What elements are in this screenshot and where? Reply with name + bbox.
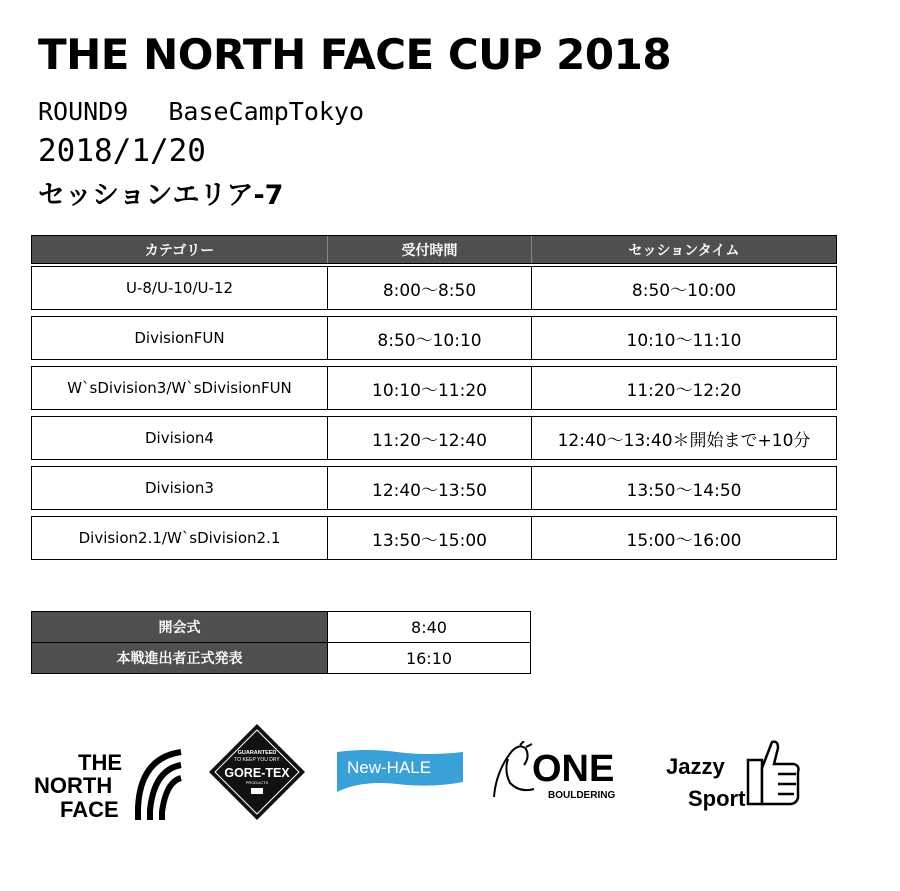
event-time: 8:40 [411,617,447,637]
pointing-hand-icon [748,742,799,804]
category-cell: Division3 [32,467,328,509]
category-cell: Division4 [32,417,328,459]
session-cell: 10:10～11:10 [626,330,742,351]
category-cell: Division2.1/W`sDivision2.1 [32,517,328,559]
the-north-face-logo [34,748,184,820]
round-venue: ROUND9 BaseCampTokyo [38,97,365,126]
event-row [32,642,530,673]
tnf-logo-text: FACE [60,797,119,820]
event-label: 本戦進出者正式発表 [32,643,328,673]
one-bouldering-logo [490,741,632,801]
page-title: THE NORTH FACE CUP 2018 [38,30,672,79]
column-header-session: セッションタイム [628,242,740,259]
table-row [31,366,837,410]
gore-mark-icon [251,788,263,794]
event-date: 2018/1/20 [38,133,206,169]
climber-hand-icon [494,741,534,797]
session-area: セッションエリア-7 [38,180,284,211]
tnf-logo-text: NORTH [34,773,113,798]
one-logo-text: BOULDERING [548,790,616,801]
event-row [32,612,530,642]
session-cell: 12:40～13:40＊開始まで+10分 [557,430,811,451]
session-cell: 8:50～10:00 [631,280,737,301]
goretex-logo-text: GORE-TEX [224,766,290,780]
column-header-category: カテゴリー [32,236,328,263]
newhale-logo-text: New-HALE [347,758,432,777]
events-table [31,611,531,674]
table-row [31,266,837,310]
one-logo-text: ONE [532,748,615,790]
reception-cell: 8:50～10:10 [328,317,532,359]
event-label: 開会式 [32,612,328,642]
gore-tex-logo [207,722,307,822]
schedule-header-row [31,235,837,264]
reception-cell: 10:10～11:20 [328,367,532,409]
reception-cell: 13:50～15:00 [328,517,532,559]
session-cell: 13:50～14:50 [626,480,742,501]
session-cell: 15:00～16:00 [626,530,742,551]
category-cell: W`sDivision3/W`sDivisionFUN [32,367,328,409]
event-time: 16:10 [405,648,453,668]
schedule-table [31,235,837,566]
category-cell: U-8/U-10/U-12 [32,267,328,309]
goretex-logo-text: TO KEEP YOU DRY [234,757,280,763]
tnf-dome-icon [138,752,181,820]
goretex-logo-text: GUARANTEED [237,750,277,756]
reception-cell: 11:20～12:40 [328,417,532,459]
table-row [31,516,837,560]
new-hale-logo [337,748,463,796]
session-cell: 11:20～12:20 [626,380,742,401]
table-row [31,466,837,510]
category-cell: DivisionFUN [32,317,328,359]
jazzy-logo-text: Sport [688,786,746,811]
goretex-logo-text: PRODUCTS [245,780,269,785]
jazzy-logo-text: Jazzy [666,754,725,779]
column-header-reception: 受付時間 [328,236,532,263]
jazzy-sport-logo [664,738,804,812]
table-row [31,316,837,360]
reception-cell: 12:40～13:50 [328,467,532,509]
reception-cell: 8:00～8:50 [328,267,532,309]
tnf-logo-text: THE [78,750,122,775]
table-row [31,416,837,460]
